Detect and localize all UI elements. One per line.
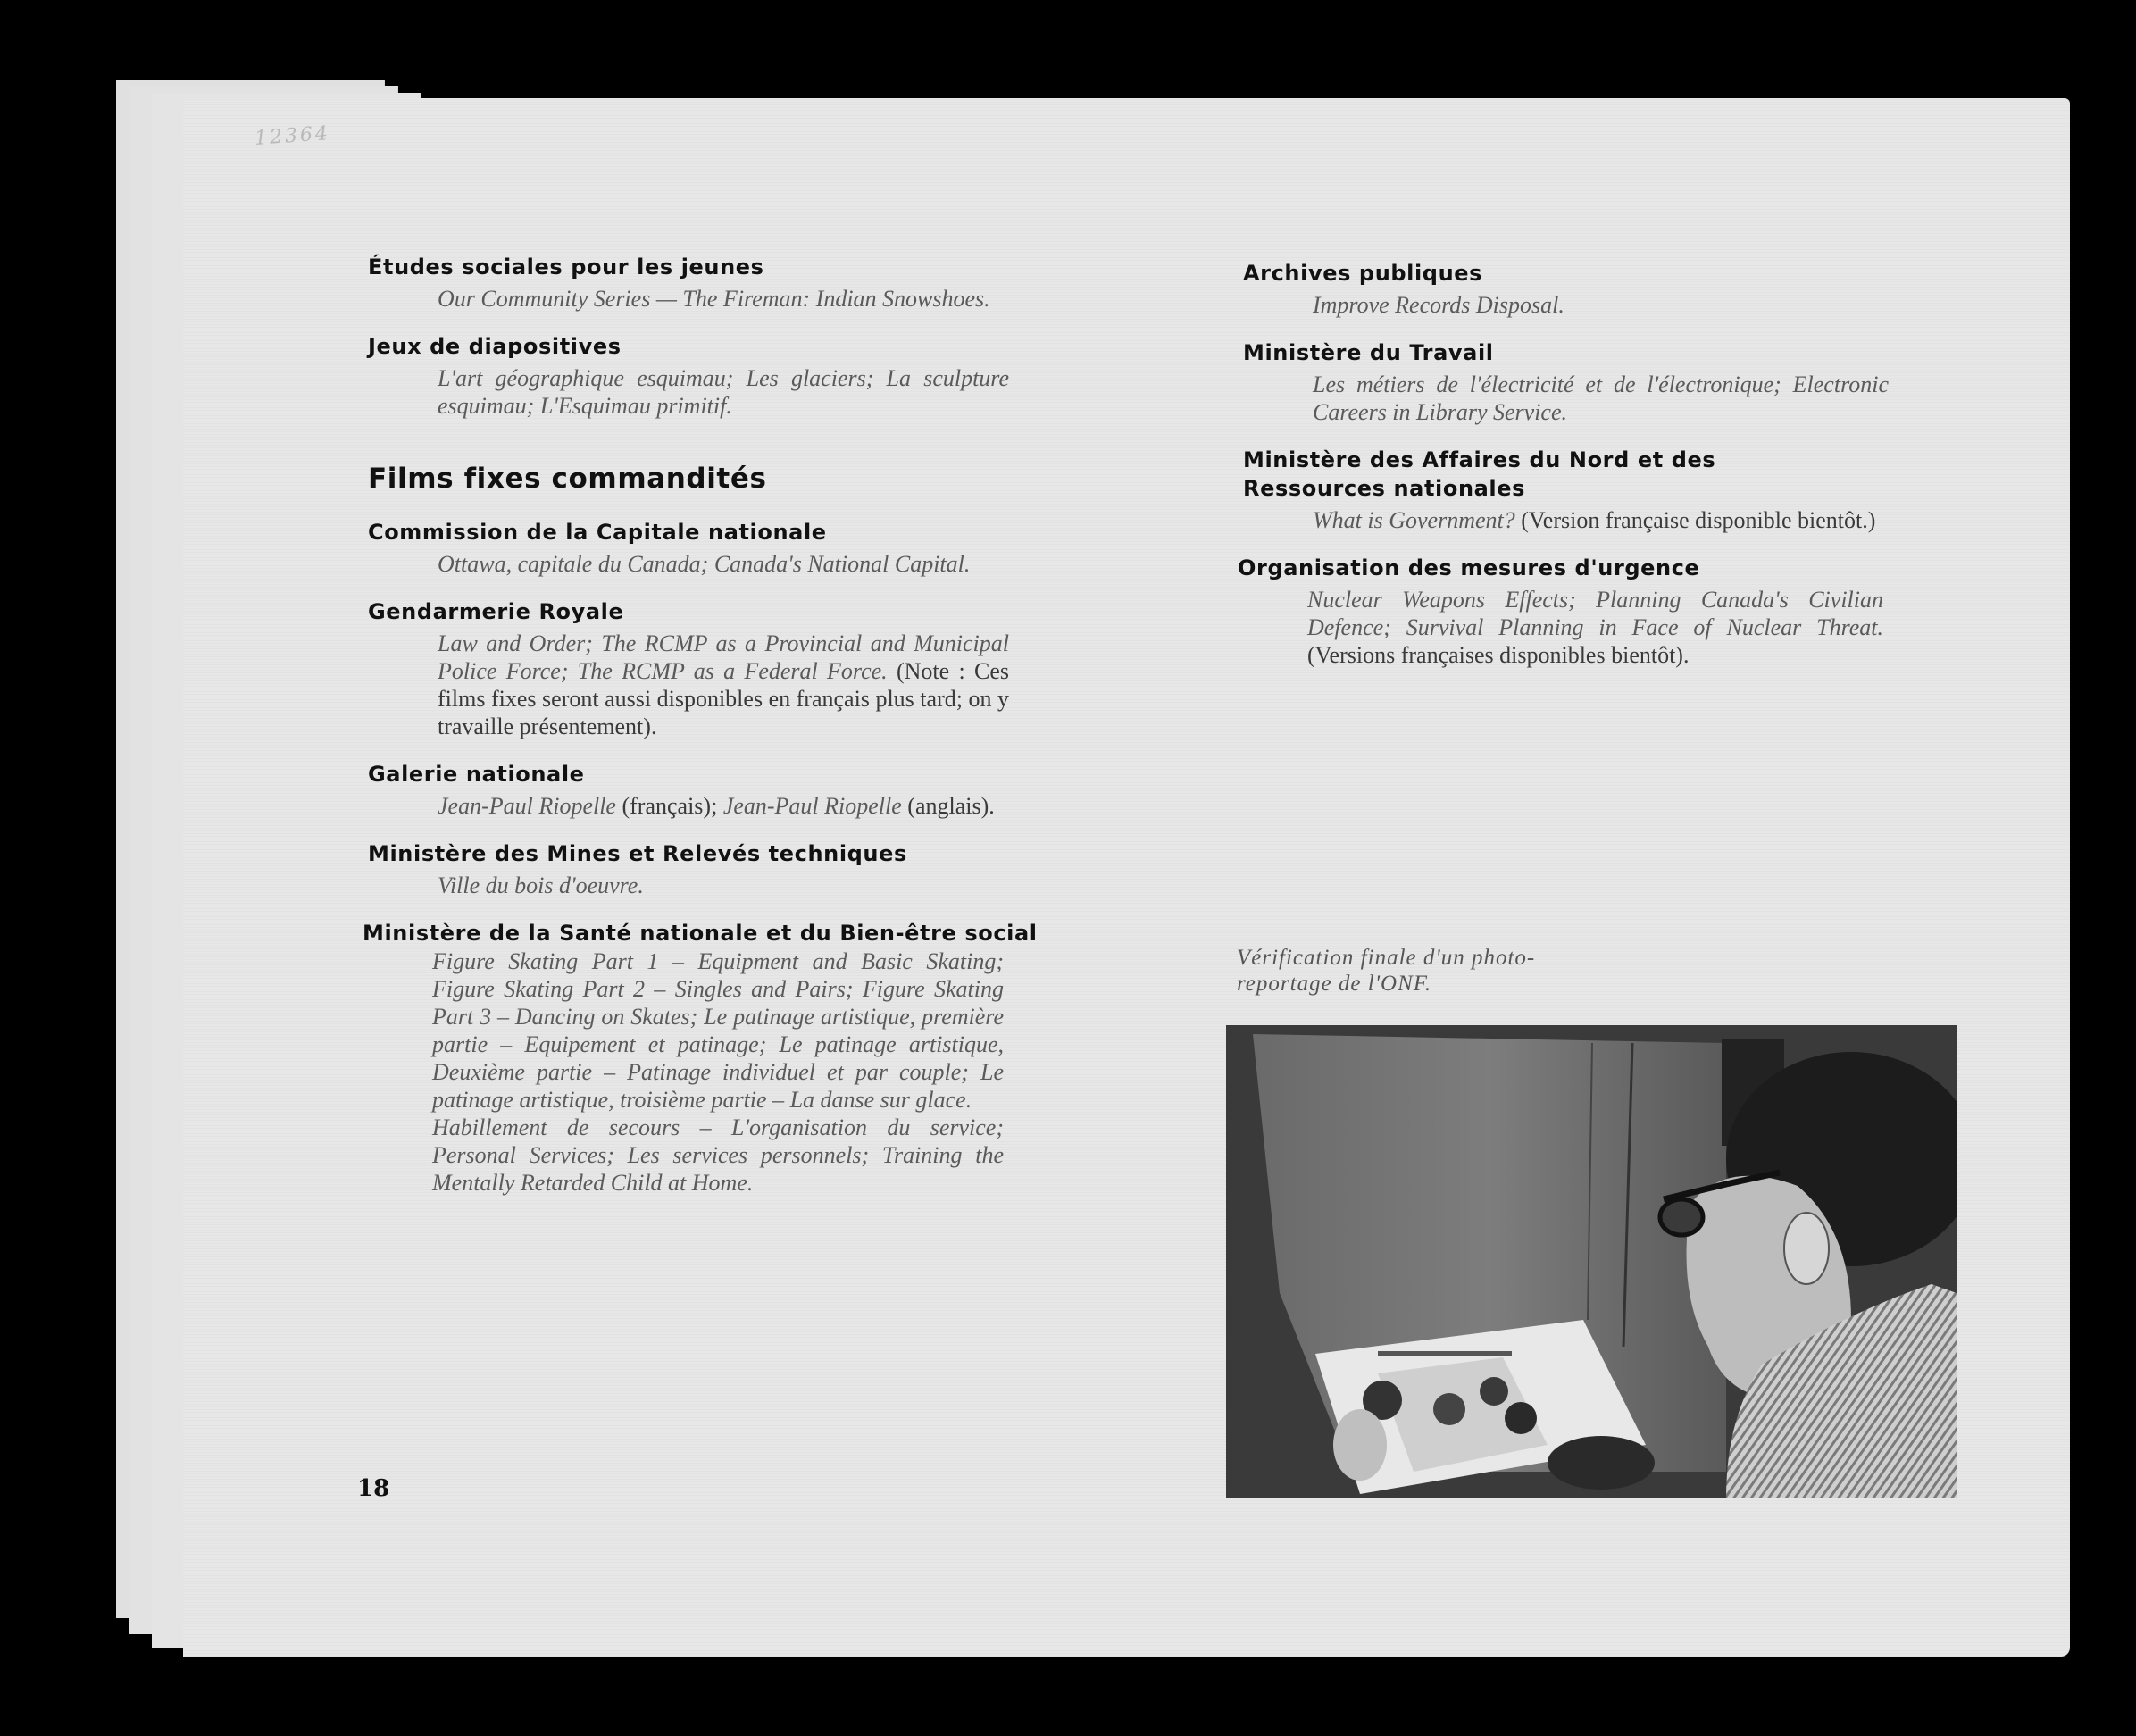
- pencil-annotation: 12364: [254, 122, 331, 150]
- entry-heading: Ministère des Affaires du Nord et des Ressources nationales: [1243, 447, 1716, 501]
- entry-body: [438, 872, 1009, 899]
- entry-gendarmerie: [368, 597, 1064, 740]
- photograph: [1226, 1025, 1957, 1498]
- film-titles: Habillement de secours – L'organisation du service; Personal Services; Les services personnels; Training the Mentally Retarded Child at Home.: [432, 1114, 1004, 1196]
- right-column: [1238, 259, 1904, 689]
- language-note: (anglais).: [901, 793, 995, 819]
- film-titles: Les métiers de l'électricité et de l'électronique; Electronic Careers in Library Service.: [1313, 371, 1889, 425]
- entry-mesures-urgence: [1238, 554, 1904, 669]
- entry-jeux-diapositives: [368, 332, 1064, 420]
- entry-body: [1307, 586, 1883, 669]
- entry-affaires-du-nord: [1243, 446, 1904, 534]
- entry-heading: Commission de la Capitale nationale: [368, 520, 827, 545]
- entry-travail: [1243, 338, 1904, 426]
- film-titles: Our Community Series — The Fireman: Indian Snowshoes.: [438, 286, 990, 312]
- entry-heading: Ministère de la Santé nationale et du Bien-être social: [363, 921, 1038, 946]
- entry-sante-nationale: [363, 919, 1064, 1197]
- entry-heading: Ministère du Travail: [1243, 340, 1494, 365]
- availability-note: (Version française disponible bientôt.): [1514, 507, 1876, 533]
- film-titles: Law and Order; The RCMP as a Provincial and Municipal Police Force; The RCMP as a Federal Force.: [438, 630, 1009, 684]
- entry-heading: Archives publiques: [1243, 261, 1483, 286]
- film-titles: L'art géographique esquimau; Les glaciers; La sculpture esquimau; L'Esquimau primitif.: [438, 365, 1009, 419]
- entry-body: [432, 947, 1004, 1114]
- entry-body: [1313, 291, 1889, 319]
- film-titles: Ville du bois d'oeuvre.: [438, 872, 644, 898]
- entry-etudes-sociales: [368, 253, 1064, 313]
- entry-body: [438, 792, 1009, 820]
- film-titles: Jean-Paul Riopelle: [438, 793, 616, 819]
- entry-capitale-nationale: [368, 518, 1064, 578]
- page-number: 18: [357, 1475, 390, 1502]
- hand: [1548, 1436, 1655, 1490]
- left-column: [363, 253, 1064, 1216]
- photo-caption: Vérification finale d'un photo-reportage de l'ONF.: [1237, 946, 1536, 996]
- entry-body: [1313, 371, 1889, 426]
- entry-galerie-nationale: [368, 760, 1064, 820]
- entry-heading: Ministère des Mines et Relevés techniques: [368, 841, 907, 866]
- entry-body: [438, 364, 1009, 420]
- entry-mines: [368, 839, 1064, 899]
- film-titles: Ottawa, capitale du Canada; Canada's National Capital.: [438, 551, 971, 577]
- entry-heading: Galerie nationale: [368, 762, 585, 787]
- entry-body: [438, 550, 1009, 578]
- entry-heading: Études sociales pour les jeunes: [368, 255, 764, 280]
- film-titles: Nuclear Weapons Effects; Planning Canada's Civilian Defence; Survival Planning in Face of Nuclear Threat.: [1307, 587, 1883, 640]
- availability-note: (Versions françaises disponibles bientôt).: [1307, 642, 1690, 668]
- entry-body: [438, 285, 1009, 313]
- language-note: (français);: [615, 793, 723, 819]
- photo-illustration: [1226, 1025, 1957, 1498]
- entry-heading: Gendarmerie Royale: [368, 599, 624, 624]
- entry-heading: Organisation des mesures d'urgence: [1238, 555, 1700, 580]
- entry-heading: Jeux de diapositives: [368, 334, 622, 359]
- entry-archives-publiques: [1243, 259, 1904, 319]
- film-titles: Improve Records Disposal.: [1313, 292, 1564, 318]
- entry-body: [438, 630, 1009, 740]
- note-text: (Note : Ces films fixes seront aussi disponibles en français plus tard; on y travaille présentement).: [438, 658, 1010, 739]
- film-titles: What is Government?: [1313, 507, 1515, 533]
- section-title: Films fixes commandités: [368, 463, 767, 495]
- film-titles: Jean-Paul Riopelle: [722, 793, 902, 819]
- entry-body: [1313, 506, 1889, 534]
- entry-body: [432, 1114, 1004, 1197]
- film-titles: Figure Skating Part 1 – Equipment and Basic Skating; Figure Skating Part 2 – Singles and Pairs; Figure Skating Part 3 – Dancing on Skates; Le patinage artistique, première partie – Equipement et patinage; Le patinage artistique, Deuxième partie – Patinage individuel et par couple; Le patinage artistique, troisième partie – La danse sur glace.: [432, 948, 1004, 1113]
